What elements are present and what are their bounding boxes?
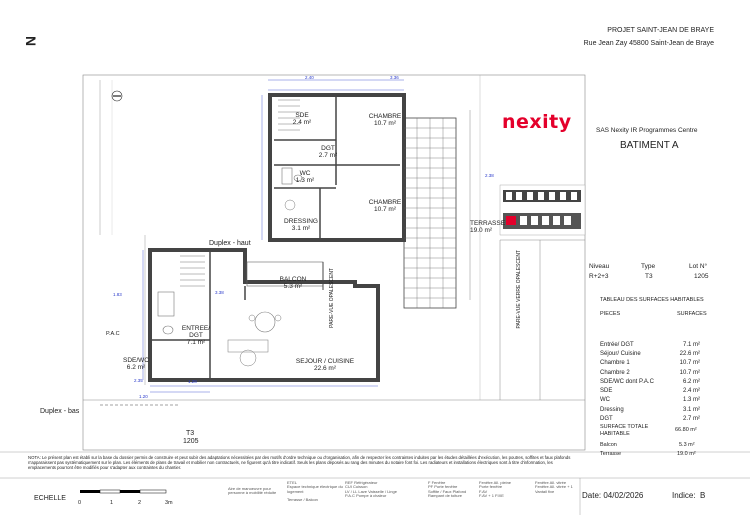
terrasse-label: Terrasse <box>600 451 622 457</box>
pare-vue-verre-label: PARE-VUE VERRE OPALESCENT <box>516 250 522 329</box>
dim-label: 2.40 <box>305 75 314 80</box>
pac-label: P.A.C <box>106 331 120 337</box>
surfaces-col-pieces: PIECES <box>600 311 621 317</box>
room-entree-dgt: ENTREE/ DGT 7.1 m² <box>181 325 211 347</box>
table-row <box>600 377 700 386</box>
indice-label: Indice: <box>672 491 696 500</box>
table-row <box>600 368 700 377</box>
surface-cell: 7.1 m² <box>682 341 700 348</box>
scale-tick: 0 <box>78 500 82 506</box>
pare-vue-label: PARE-VUE OPALESCENT <box>329 268 335 328</box>
room-sejour-cuisine: SEJOUR / CUISINE 22.6 m² <box>295 358 355 373</box>
surface-cell: 1.3 m² <box>682 397 700 404</box>
dim-label: 3.38 <box>215 290 224 295</box>
surface-cell: 10.7 m² <box>679 369 700 376</box>
legend-col-2: ETEL Espace technique électrique du logement Terrasse / Balcon <box>287 480 343 503</box>
legal-note: NOTA: Le présent plan est établi sur la base du dossier permis de construire et peut subir des adaptations nécessitées par des motifs d'ordre technique ou d'organisation, afin de respecter les contraintes induites par les études détaillées d'exécution, les poutres, soffites et faux plafonds n'apparaissent pas systématiquement sur le plan. Les éléments de plans de travail et mobilier non contractuels, ne figurent qu'à titre indicatif. Seuls les plans déposés au rang des minutes du notaire font foi. Les radiateurs et installations électriques sont à titre d'information, les emplacements pourront être modifiés pour s'adapter aux contraintes du chantier. <box>28 455 571 471</box>
legend-col-1: Aire de manoeuvre pour personne à mobilité réduite <box>228 486 277 496</box>
dim-label: 1.28 <box>188 379 197 384</box>
surface-cell: 2.4 m² <box>682 388 700 395</box>
legend-col-3: REF Réfrigérateur CUI Cuisson LV / LL Lave Vaisselle / Linge P.A.C Pompe à chaleur <box>345 480 397 499</box>
balcon-label: Balcon <box>600 442 617 448</box>
piece-cell: WC <box>600 397 610 404</box>
legend-col-5: Fenêtre All. pleine Porte fenêtre F.AV F.AV + 1 FIXE <box>479 480 512 499</box>
dim-label: 1.20 <box>139 394 148 399</box>
room-chambre-2: CHAMBRE 10.7 m² <box>368 199 402 214</box>
table-row <box>600 349 700 358</box>
lot-type-label: Type <box>641 263 656 270</box>
piece-cell: Entrée/ DGT <box>600 341 634 348</box>
surfaces-table-title: TABLEAU DES SURFACES HABITABLES <box>600 297 704 303</box>
dim-label: 2.38 <box>485 173 494 178</box>
table-row <box>600 396 700 405</box>
piece-cell: Séjour/ Cuisine <box>600 350 641 357</box>
piece-cell: Dressing <box>600 406 624 413</box>
piece-cell: Chambre 2 <box>600 369 630 376</box>
room-sde-wc: SDE/WC 6.2 m² <box>123 357 149 372</box>
dim-label: 1.83 <box>113 292 122 297</box>
plan-lot-number: 1205 <box>183 438 199 445</box>
north-indicator: N <box>23 35 40 47</box>
lot-number-value: 1205 <box>694 273 709 280</box>
legend-col-4: F Fenêtre PF Porte fenêtre Soffite / Faux Plafond Rampant de toiture <box>428 480 467 499</box>
lot-niveau-label: Niveau <box>589 263 610 270</box>
table-row <box>600 414 700 423</box>
surface-cell: 3.1 m² <box>682 406 700 413</box>
lot-niveau-value: R+2+3 <box>589 273 609 280</box>
duplex-bas-label: Duplex - bas <box>40 408 80 415</box>
piece-cell: SDE <box>600 388 613 395</box>
table-row <box>600 405 700 414</box>
surface-total-value: 66.80 m² <box>675 427 697 433</box>
table-row <box>600 386 700 395</box>
indice-value: B <box>700 491 706 500</box>
nexity-logo: nexity <box>502 111 572 133</box>
scale-tick: 3m <box>165 500 173 506</box>
dim-label: 3.36 <box>390 75 399 80</box>
building-name: BATIMENT A <box>620 140 679 151</box>
room-balcon: BALCON 5.3 m² <box>279 276 307 291</box>
surfaces-table <box>600 340 700 424</box>
room-chambre-1: CHAMBRE 10.7 m² <box>368 113 402 128</box>
room-wc: WC 1.3 m² <box>295 170 315 185</box>
piece-cell: SDE/WC dont P.A.C <box>600 378 654 385</box>
echelle-label: ECHELLE <box>34 495 66 502</box>
project-title: PROJET SAINT-JEAN DE BRAYE <box>607 27 714 34</box>
surface-cell: 10.7 m² <box>679 360 700 367</box>
dim-label: 2.35 <box>134 378 143 383</box>
surface-total-label: SURFACE TOTALE HABITABLE <box>600 424 649 437</box>
scale-tick: 1 <box>110 500 114 506</box>
surfaces-col-surfaces: SURFACES <box>677 311 707 317</box>
room-dgt: DGT 2.7 m² <box>318 145 338 160</box>
plan-lot-type: T3 <box>186 430 195 437</box>
scale-tick: 2 <box>138 500 142 506</box>
surface-cell: 22.6 m² <box>679 350 700 357</box>
room-sde: SDE 2.4 m² <box>292 112 312 127</box>
balcon-value: 5.3 m² <box>679 442 695 448</box>
piece-cell: DGT <box>600 416 613 423</box>
piece-cell: Chambre 1 <box>600 360 630 367</box>
room-terrasse: TERRASSE 19.0 m² <box>470 220 506 235</box>
table-row <box>600 340 700 349</box>
project-address: Rue Jean Zay 45800 Saint-Jean de Braye <box>583 40 714 47</box>
table-row <box>600 359 700 368</box>
room-dressing: DRESSING 3.1 m² <box>284 218 318 233</box>
surface-cell: 6.2 m² <box>682 378 700 385</box>
lot-number-label: Lot N° <box>689 263 708 270</box>
terrasse-value: 19.0 m² <box>677 451 696 457</box>
lot-type-value: T3 <box>645 273 653 280</box>
company-name: SAS Nexity IR Programmes Centre <box>596 127 698 134</box>
legend-col-6: Fenêtre All. vitrée Fenêtre All. vitrée + 1 Vantail fixe <box>535 480 573 494</box>
plan-date: Date: 04/02/2026 <box>582 491 644 500</box>
duplex-haut-label: Duplex - haut <box>209 240 251 247</box>
surface-cell: 2.7 m² <box>682 416 700 423</box>
